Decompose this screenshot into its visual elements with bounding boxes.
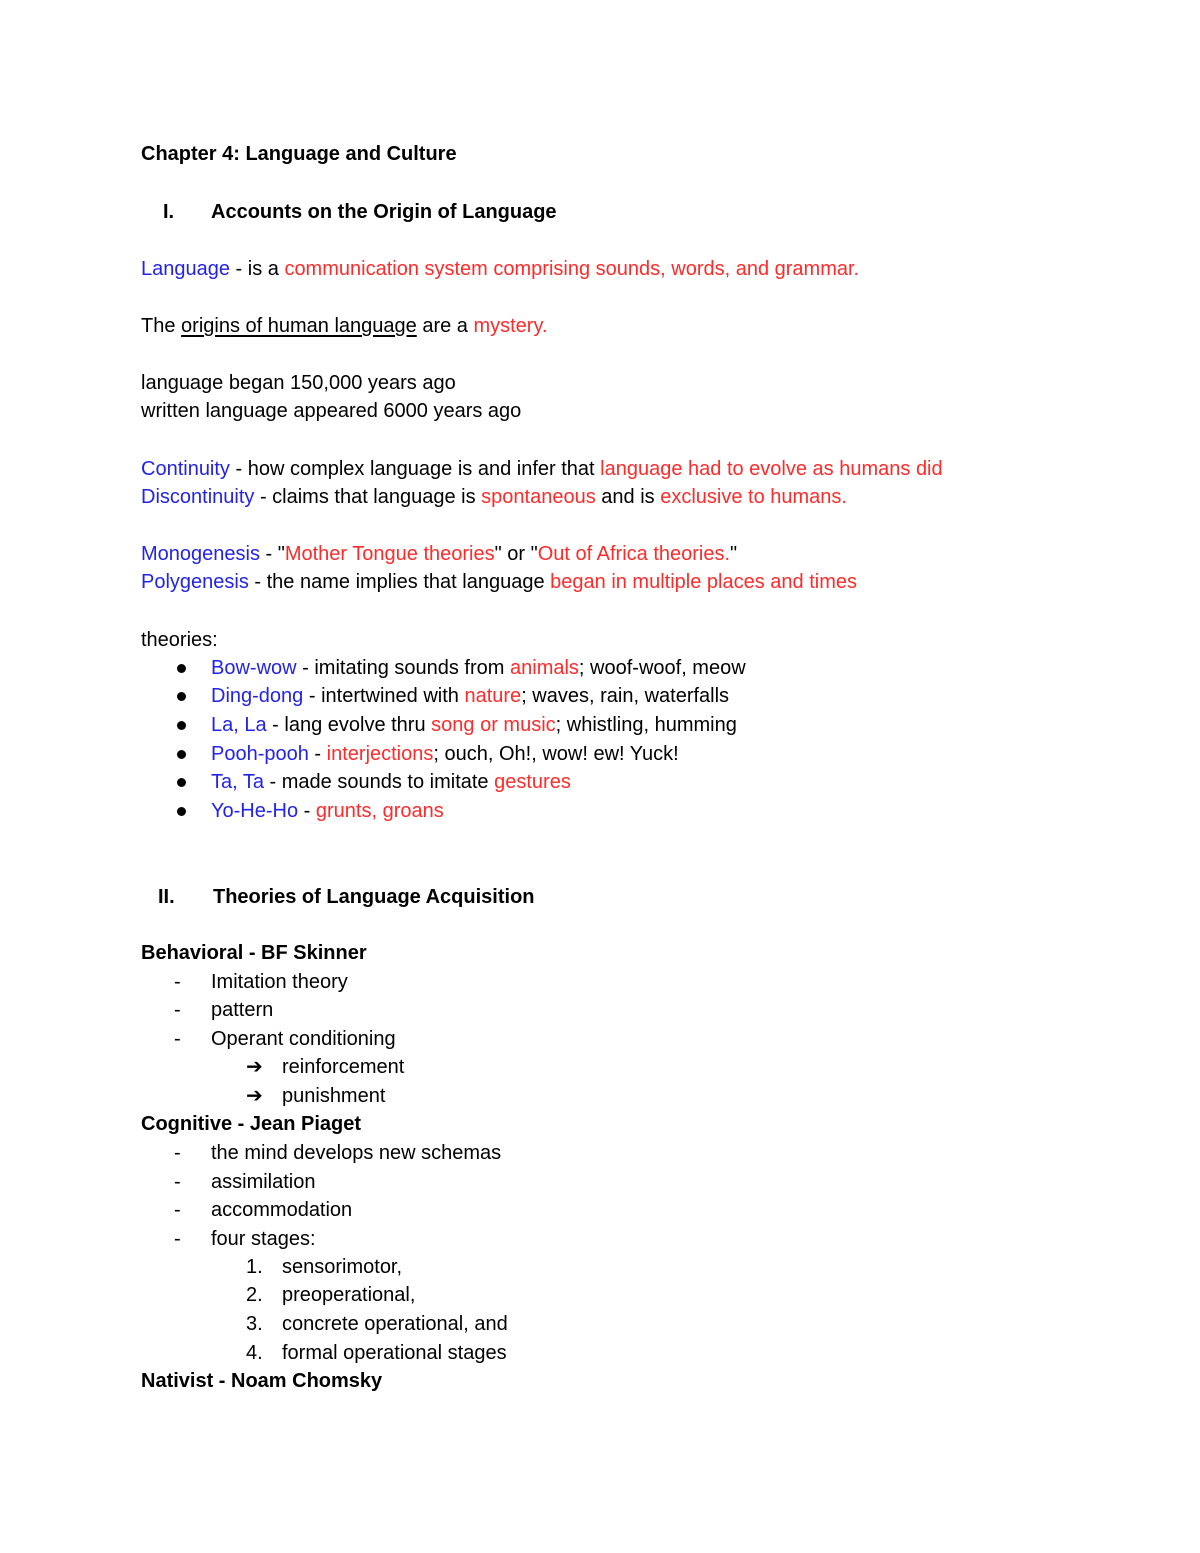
- fact-line: language began 150,000 years ago: [141, 372, 456, 394]
- highlight-text: began in multiple places and times: [550, 571, 857, 593]
- highlight-text: language had to evolve as humans did: [600, 458, 943, 480]
- theory-item: [211, 713, 737, 737]
- section-heading: Theories of Language Acquisition: [213, 886, 535, 908]
- highlight-text: song or music: [431, 714, 556, 736]
- list-number: 3.: [246, 1313, 263, 1335]
- bullet-icon: [177, 721, 186, 730]
- plain-text: are a: [416, 315, 474, 337]
- highlight-text: Mother Tongue theories: [284, 543, 495, 565]
- bullet-icon: [177, 750, 186, 759]
- term: Pooh-pooh: [211, 743, 309, 765]
- connector-text: - claims that language is: [254, 486, 482, 508]
- origins-statement: [141, 314, 548, 338]
- connector-text: - lang evolve thru: [266, 714, 432, 736]
- term: Monogenesis: [141, 543, 260, 565]
- highlight-text: Out of Africa theories.: [537, 543, 731, 565]
- term: Ta, Ta: [211, 771, 264, 793]
- theory-item: [211, 770, 571, 794]
- stage-item: concrete operational, and: [282, 1313, 508, 1335]
- bullet-icon: [177, 692, 186, 701]
- fact-line: written language appeared 6000 years ago: [141, 400, 522, 422]
- bullet-icon: [177, 807, 186, 816]
- list-item: Operant conditioning: [211, 1028, 396, 1050]
- end-text: ; whistling, humming: [555, 714, 737, 736]
- list-number: 2.: [246, 1284, 263, 1306]
- sub-item: reinforcement: [282, 1056, 405, 1078]
- highlight-text: gestures: [494, 771, 571, 793]
- list-item: accommodation: [211, 1199, 353, 1221]
- dash-marker: -: [174, 1199, 181, 1221]
- dash-marker: -: [174, 1171, 181, 1193]
- continuity-definition: [141, 457, 943, 481]
- stage-item: sensorimotor,: [282, 1256, 403, 1278]
- end-text: ; waves, rain, waterfalls: [521, 685, 730, 707]
- dash-marker: -: [174, 1028, 181, 1050]
- term: La, La: [211, 714, 267, 736]
- theory-heading-behavioral: Behavioral - BF Skinner: [141, 942, 367, 964]
- bullet-icon: [177, 664, 186, 673]
- term: Continuity: [141, 458, 230, 480]
- term: Ding-dong: [211, 685, 304, 707]
- connector-text: - intertwined with: [303, 685, 465, 707]
- polygenesis-definition: [141, 570, 857, 594]
- section-numeral: I.: [163, 201, 175, 223]
- highlight-text: spontaneous: [481, 486, 596, 508]
- dash-marker: -: [174, 1142, 181, 1164]
- connector-text: and is: [595, 486, 661, 508]
- highlight-text: interjections: [326, 743, 434, 765]
- section-numeral: II.: [158, 886, 175, 908]
- term: Yo-He-Ho: [211, 800, 299, 822]
- term: Discontinuity: [141, 486, 255, 508]
- dash-marker: -: [174, 999, 181, 1021]
- connector-text: - ": [259, 543, 285, 565]
- highlight-text: communication system comprising sounds, words, and grammar.: [284, 258, 860, 280]
- stage-item: formal operational stages: [282, 1342, 507, 1364]
- theory-heading-cognitive: Cognitive - Jean Piaget: [141, 1113, 362, 1135]
- connector-text: -: [308, 743, 327, 765]
- connector-text: - how complex language is and infer that: [229, 458, 601, 480]
- term: Polygenesis: [141, 571, 249, 593]
- theory-item: [211, 684, 729, 708]
- highlight-text: animals: [510, 657, 579, 679]
- page-title: Chapter 4: Language and Culture: [141, 143, 457, 165]
- connector-text: " or ": [494, 543, 538, 565]
- language-definition: [141, 257, 859, 281]
- dash-marker: -: [174, 1228, 181, 1250]
- list-item: the mind develops new schemas: [211, 1142, 502, 1164]
- plain-text: The: [141, 315, 182, 337]
- theory-heading-nativist: Nativist - Noam Chomsky: [141, 1370, 383, 1392]
- theories-label: theories:: [141, 629, 218, 651]
- arrow-icon: ➔: [246, 1056, 263, 1078]
- highlight-text: nature: [464, 685, 522, 707]
- list-item: pattern: [211, 999, 274, 1021]
- theory-item: [211, 742, 679, 766]
- sub-item: punishment: [282, 1085, 386, 1107]
- theory-item: [211, 799, 444, 823]
- discontinuity-definition: [141, 485, 847, 509]
- list-item: Imitation theory: [211, 971, 348, 993]
- connector-text: -: [298, 800, 316, 822]
- list-number: 1.: [246, 1256, 263, 1278]
- end-text: .: [841, 486, 847, 508]
- connector-text: - imitating sounds from: [296, 657, 510, 679]
- stage-item: preoperational,: [282, 1284, 416, 1306]
- end-text: ": [730, 543, 738, 565]
- list-number: 4.: [246, 1342, 263, 1364]
- end-text: ; woof-woof, meow: [578, 657, 746, 679]
- dash-marker: -: [174, 971, 181, 993]
- section-heading: Accounts on the Origin of Language: [211, 201, 557, 223]
- highlight-text: grunts, groans: [315, 800, 444, 822]
- highlight-text: exclusive to humans: [660, 486, 842, 508]
- connector-text: - is a: [229, 258, 285, 280]
- underlined-text: origins of human language: [181, 315, 417, 337]
- arrow-icon: ➔: [246, 1085, 263, 1107]
- theory-item: [211, 656, 746, 680]
- list-item: four stages:: [211, 1228, 316, 1250]
- monogenesis-definition: [141, 542, 737, 566]
- connector-text: - the name implies that language: [248, 571, 551, 593]
- end-text: ; ouch, Oh!, wow! ew! Yuck!: [433, 743, 679, 765]
- highlight-text: mystery.: [473, 315, 548, 337]
- bullet-icon: [177, 778, 186, 787]
- term: Language: [141, 258, 230, 280]
- list-item: assimilation: [211, 1171, 316, 1193]
- connector-text: - made sounds to imitate: [264, 771, 495, 793]
- term: Bow-wow: [211, 657, 297, 679]
